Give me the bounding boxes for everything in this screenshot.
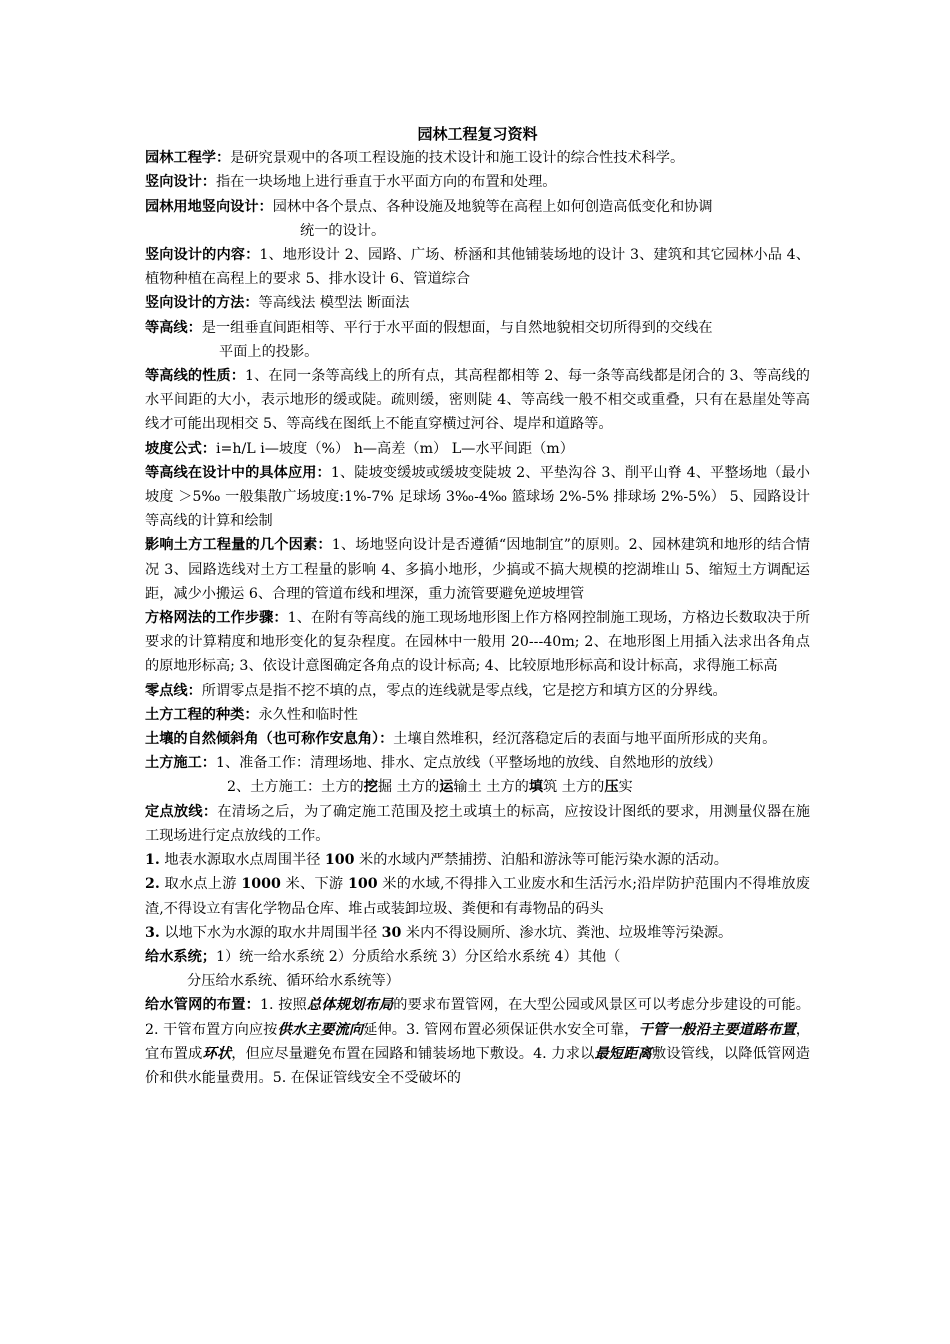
term: 土方工程的种类： (145, 706, 259, 723)
water-supply-systems: 给水系统；1）统一给水系统 2）分质给水系统 3）分区给水系统 4）其他（ (145, 948, 621, 965)
earthwork-factors: 影响土方工程量的几个因素：1、场地竖向设计是否遵循“因地制宜”的原则。2、园林建筑和地形的结合情况 3、园路选线对土方工程量的影响 4、多搞小地形，少搞或不搞大规模的挖湖堆山 5、缩短土方调配运距，减少小搬运 6、合理的管道布线和埋深，重力流管要避免逆坡埋管 (145, 537, 810, 602)
earthwork-construction: 土方施工：1、准备工作：清理场地、排水、定点放线（平整场地的放线、自然地形的放线） (145, 755, 722, 772)
definition-vertical-design: 竖向设计：指在一块场地上进行垂直于水平面方向的布置和处理。 (145, 174, 557, 191)
earthwork-types: 土方工程的种类：永久性和临时性 (145, 706, 358, 723)
term: 等高线的性质： (145, 368, 245, 385)
vertical-design-contents: 竖向设计的内容：1、地形设计 2、园路、广场、桥涵和其他铺装场地的设计 3、建筑和其它园林小品 4、植物种植在高程上的要求 5、排水设计 6、管道综合 (145, 247, 810, 288)
water-network-layout: 给水管网的布置：1. 按照总体规划布局的要求布置管网，在大型公园或风景区可以考虑分步建设的可能。2. 干管布置方向应按供水主要流向延伸。3. 管网布置必须保证供水安全可靠，干管一般沿主要道路布置，宜布置成环状，但应尽量避免布置在园路和铺装场地下敷设。4. 力求以最短距离敷设管线，以降低管网造价和供水能量费用。5. 在保证管线安全不受破坏的 (145, 997, 810, 1086)
term: 竖向设计： (145, 174, 216, 191)
continuation-line: 分压给水系统、循环给水系统等） (187, 973, 400, 990)
definition-garden-engineering: 园林工程学：是研究景观中的各项工程设施的技术设计和施工设计的综合性技术科学。 (145, 150, 685, 167)
definition-staking-out: 定点放线：在清场之后，为了确定施工范围及挖土或填土的标高，应按设计图纸的要求，用测量仪器在施工现场进行定点放线的工作。 (145, 803, 810, 844)
grid-method-steps: 方格网法的工作步骤：1、在附有等高线的施工现场地形图上作方格网控制施工现场，方格边长数取决于所要求的计算精度和地形变化的复杂程度。在园林中一般用 20---40m; 2、在地形图上用插入法求出各角点的原地形标高; 3、依设计意图确定各角点的设计标高; 4、比较原地形标高和设计标高，求得施工标高 (145, 610, 810, 675)
term: 定点放线： (145, 803, 218, 820)
definition-zero-line: 零点线：所谓零点是指不挖不填的点，零点的连线就是零点线，它是挖方和填方区的分界线。 (145, 682, 727, 699)
slope-formula: 坡度公式：i=h/L i—坡度（%） h—高差（m） L—水平间距（m） (145, 440, 574, 457)
vertical-design-methods: 竖向设计的方法：等高线法 模型法 断面法 (145, 295, 410, 312)
term: 竖向设计的方法： (145, 295, 259, 312)
term: 土方施工： (145, 755, 216, 772)
term: 园林工程学： (145, 150, 231, 167)
document-page (145, 122, 810, 1090)
term: 等高线： (145, 319, 202, 336)
contour-properties: 等高线的性质：1、在同一条等高线上的所有点，其高程都相等 2、每一条等高线都是闭合的 3、等高线的水平间距的大小，表示地形的缓或陡。疏则缓，密则陡 4、等高线一般不相交或重叠，只有在悬崖处等高线才可能出现相交 5、等高线在图纸上不能直穿横过河谷、堤岸和道路等。 (145, 368, 810, 433)
definition-contour: 等高线：是一组垂直间距相等、平行于水平面的假想面，与自然地貌相交切所得到的交线在 (145, 319, 713, 336)
continuation-line: 平面上的投影。 (219, 343, 319, 360)
term: 给水管网的布置： (145, 997, 261, 1014)
term: 零点线： (145, 682, 202, 699)
document-title: 园林工程复习资料 (417, 125, 538, 143)
term: 坡度公式： (145, 440, 216, 457)
definition-landuse-vertical-design: 园林用地竖向设计：园林中各个景点、各种设施及地貌等在高程上如何创造高低变化和协调 (145, 198, 713, 215)
term: 园林用地竖向设计： (145, 198, 273, 215)
term: 方格网法的工作步骤： (145, 610, 288, 627)
term: 土壤的自然倾斜角（也可称作安息角）： (145, 731, 394, 748)
continuation-line: 统一的设计。 (300, 222, 386, 239)
water-source-rule-3: 3. 以地下水为水源的取水井周围半径 30 米内不得设厕所、渗水坑、粪池、垃圾堆等污染源。 (145, 924, 733, 941)
term: 等高线在设计中的具体应用： (145, 464, 331, 481)
earthwork-construction-line2: 2、土方施工：土方的挖掘 土方的运输土 土方的填筑 土方的压实 (227, 779, 633, 796)
term: 给水系统； (145, 948, 216, 965)
water-source-rule-2: 2. 取水点上游 1000 米、下游 100 米的水域,不得排入工业废水和生活污水;沿岸防护范围内不得堆放废渣,不得设立有害化学物品仓库、堆占或装卸垃圾、粪便和有毒物品的码头 (145, 876, 810, 917)
term: 影响土方工程量的几个因素： (145, 537, 332, 554)
term: 竖向设计的内容： (145, 247, 260, 264)
contour-applications: 等高线在设计中的具体应用：1、陡坡变缓坡或缓坡变陡坡 2、平垫沟谷 3、削平山脊 4、平整场地（最小坡度 ＞5‰ 一般集散广场坡度:1%-7% 足球场 3‰-4‰ 篮球场 2%-5% 排球场 2%-5%） 5、园路设计等高线的计算和绘制 (145, 464, 810, 530)
definition-repose-angle: 土壤的自然倾斜角（也可称作安息角）：土壤自然堆积，经沉落稳定后的表面与地平面所形成的夹角。 (145, 731, 777, 748)
water-source-rule-1: 1. 地表水源取水点周围半径 100 米的水域内严禁捕捞、泊船和游泳等可能污染水源的活动。 (145, 852, 728, 869)
